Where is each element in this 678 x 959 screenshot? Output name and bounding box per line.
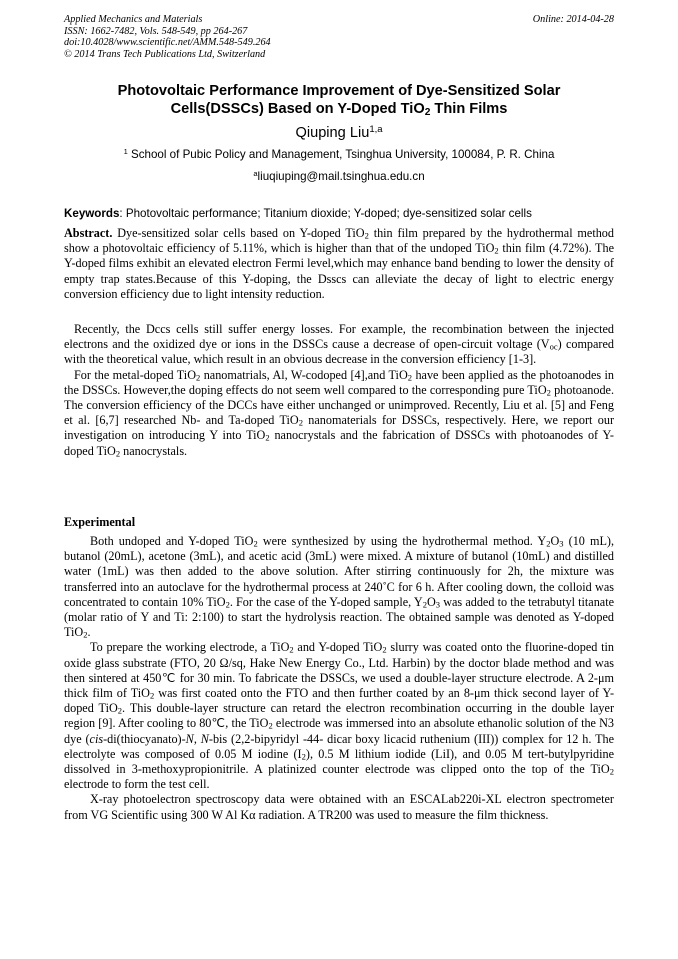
text: nanomaterials for DSSCs, respectively. Here, we report our investigation on introducing Y into TiO — [64, 413, 614, 443]
text: nanocrystals. — [120, 443, 188, 458]
subscript: 3 — [435, 599, 441, 610]
text: -bis (2,2-bipyridyl -44- dicar boxy licacid ruthenium (III)) complex for 12 h. The electrolyte was composed of 0.05 M iodine (I — [64, 731, 615, 761]
abstract-text: thin film prepared by the hydrothermal method show a photovoltaic efficiency of 5.11%, which is higher than that of the undoped TiO — [64, 226, 614, 256]
subscript: 2 — [546, 387, 551, 398]
text: Both undoped and Y-doped TiO — [90, 534, 254, 548]
keywords-label: Keywords — [64, 207, 120, 220]
title-text: Thin Films — [430, 101, 508, 117]
subscript: 2 — [609, 766, 614, 777]
text: O — [426, 594, 436, 609]
text: were synthesized by using the hydrothermal method. Y — [257, 534, 547, 548]
text: (10 mL), butanol (20mL), acetone (3mL), and acetic acid (3mL) were mixed. A mixture of butanol (10mL) and distilled water (1mL) was then added to the above solution. After stirring continuously for 2h, the mixture was transferred into an autoclave for the hydrothermal process at 240˚C for 6 h. After cooling down, the colloid was concentrated to contain 10% TiO — [64, 534, 615, 609]
text: electrode to form the test cell. — [64, 777, 210, 792]
author-name: Qiuping Liu — [295, 125, 370, 141]
subscript: 2 — [424, 107, 431, 119]
introduction — [64, 322, 614, 459]
experimental-paragraph-3: X-ray photoelectron spectroscopy data were obtained with an ESCALab220i-XL electron spectrometer from VG Scientific using 300 W Al Kα radiation. A TR200 was used to measure the film thickness. — [64, 792, 614, 822]
text: Recently, the Dccs cells still suffer energy losses. For example, the recombination between the injected electrons and the oxidized dye or ions in the DSSCs cause a decrease of open-circuit voltage (V — [64, 322, 614, 352]
text: O — [550, 534, 560, 548]
text: ) compared with the theoretical value, which result in an obvious decrease in the conversion efficiency [1-3]. — [64, 337, 614, 367]
experimental-paragraph-2 — [64, 640, 614, 792]
subscript: 2 — [422, 599, 427, 610]
affiliation-text: School of Pubic Policy and Management, Tsinghua University, 100084, P. R. China — [127, 148, 555, 161]
text: . For the case of the Y-doped sample, Y — [229, 594, 423, 609]
text: have been applied as the photoanodes in the DSSCs. However,the doping effects do not seem well compared to the corresponding pure TiO — [64, 367, 615, 397]
subscript: 2 — [196, 372, 201, 383]
affiliation — [60, 148, 618, 162]
abstract-label: Abstract. — [64, 226, 113, 240]
journal-name: Applied Mechanics and Materials — [64, 14, 203, 25]
text: -di(thiocyanato)- — [103, 731, 186, 746]
email — [60, 170, 618, 184]
subscript: 2 — [364, 230, 369, 241]
text: , — [193, 731, 201, 746]
subscript: 2 — [265, 433, 270, 444]
copyright: © 2014 Trans Tech Publications Ltd, Switzerland — [64, 48, 266, 60]
title-text: Cells(DSSCs) Based on Y-Doped TiO — [170, 101, 425, 117]
affiliation-sup: 1 — [123, 146, 128, 156]
italic-text: N — [200, 731, 209, 746]
subscript: 2 — [494, 245, 499, 256]
subscript: 2 — [298, 417, 303, 428]
subscript: 2 — [117, 705, 123, 716]
intro-paragraph-1 — [64, 322, 614, 368]
subscript: 2 — [268, 721, 273, 732]
title-line-1: Photovoltaic Performance Improvement of Dye-Sensitized Solar — [117, 83, 561, 99]
subscript: 2 — [301, 751, 306, 762]
text: electrode was immersed into an absolute ethanolic solution of the N3 dye ( — [64, 716, 615, 746]
section-heading-experimental: Experimental — [64, 515, 136, 529]
subscript: 2 — [382, 645, 387, 656]
abstract — [64, 226, 614, 302]
italic-text: N — [185, 731, 194, 746]
text: . — [87, 625, 91, 640]
subscript: 2 — [407, 372, 413, 383]
issn: ISSN: 1662-7482, Vols. 548-549, pp 264-267 — [64, 25, 248, 37]
text: nanocrystals and the fabrication of DSSCs with photoanodes of Y-doped TiO — [64, 428, 614, 458]
text: To prepare the working electrode, a TiO — [90, 640, 290, 655]
subscript: 2 — [289, 645, 294, 656]
subscript: 2 — [83, 629, 88, 640]
text: . This double-layer structure can retard the electron recombination occurring in the double layer region [9]. After cooling to 80℃, the TiO — [64, 701, 614, 731]
subscript: 2 — [225, 599, 230, 610]
email-sup: a — [253, 168, 258, 178]
text: slurry was coated onto the fluorine-doped tin oxide glass substrate (FTO, 20 Ω/sq, Hake New Energy Co., Ltd. Harbin) by the doctor blade method and was then sintered at 450℃ for 30 min. To fabricate the DSSCs, we used a double-layer structure electrode. A 2-μm thick film of TiO — [64, 640, 614, 701]
text: ), 0.5 M lithium iodide (LiI), and 0.05 M tert-butylpyridine dissolved in 3-methoxypropionitrile. A platinized counter electrode was clipped onto the top of the TiO — [64, 746, 614, 777]
italic-text: cis — [89, 731, 104, 746]
text: photoanode. The conversion efficiency of the DCCs have either unchanged or unimproved. Recently, Liu et al. [5] and Feng et al. [6,7] researched Nb- and Ta-doped TiO — [64, 382, 614, 428]
keywords — [64, 207, 620, 221]
abstract-text: Dye-sensitized solar cells based on Y-doped TiO — [112, 226, 365, 240]
paper-title — [60, 82, 618, 118]
doi: doi:10.4028/www.scientific.net/AMM.548-549.264 — [64, 37, 271, 49]
experimental-paragraph-1 — [64, 534, 614, 640]
subscript: 3 — [559, 538, 564, 549]
text: nanomatrials, Al, W-codoped [4],and TiO — [200, 367, 408, 382]
subscript: 2 — [546, 538, 551, 549]
email-link[interactable]: liuqiuping@mail.tsinghua.edu.cn — [257, 170, 425, 183]
text: was first coated onto the FTO and then further coated by an 8-μm thick second layer of Y-doped TiO — [64, 686, 614, 716]
author — [60, 124, 618, 142]
text: was added to the tetrabutyl titanate (molar ratio of Y and Ti: 2:100) to start the hydrolysis reaction. The obtained sample was denoted as Y-doped TiO — [64, 594, 614, 640]
online-date: Online: 2014-04-28 — [532, 14, 614, 25]
text: For the metal-doped TiO — [74, 367, 196, 382]
subscript: 2 — [149, 690, 155, 701]
journal-meta — [64, 14, 271, 60]
subscript: oc — [549, 341, 558, 352]
keywords-text: : Photovoltaic performance; Titanium dioxide; Y-doped; dye-sensitized solar cells — [119, 207, 532, 220]
author-sup: 1,a — [369, 123, 383, 135]
intro-paragraph-2 — [64, 368, 614, 459]
text: and Y-doped TiO — [293, 640, 383, 655]
experimental-section — [64, 534, 614, 823]
title-line-2 — [60, 100, 618, 118]
abstract-text: thin film (4.72%). The Y-doped films exhibit an elevated electron Fermi level,which may enhance band bending to lower the density of empty trap states.Because of this Y-doping, the Dsscs can alleviate the decay of light to electric energy conversion efficiency due to light intensity reduction. — [64, 241, 614, 301]
subscript: 2 — [253, 538, 258, 549]
subscript: 2 — [115, 448, 121, 459]
